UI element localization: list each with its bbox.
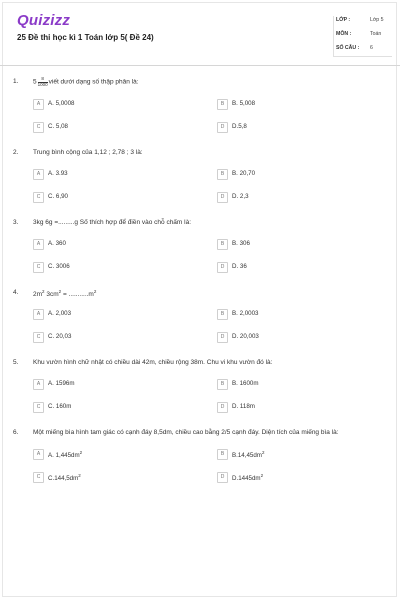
option-text: A. 3.93 (48, 170, 68, 177)
option-letter-box: D (217, 332, 228, 343)
option-letter-box: C (33, 402, 44, 413)
option-text: A. 360 (48, 240, 66, 247)
option-letter-box: D (217, 192, 228, 203)
option-text: B. 306 (232, 240, 250, 247)
superscript: 2 (79, 450, 83, 455)
option-text: A. 2,003 (48, 310, 72, 317)
option-text: B. 2,0003 (232, 310, 259, 317)
meta-key: SỐ CÂU : (336, 45, 360, 51)
option-text (48, 450, 82, 459)
meta-value: 6 (370, 45, 373, 51)
option-text (232, 450, 264, 459)
option-letter-box: A (33, 99, 44, 110)
option-text (232, 473, 263, 482)
superscript: 2 (261, 450, 265, 455)
option-letter-box: D (217, 472, 228, 483)
page-frame (2, 2, 397, 597)
option-letter-box: A (33, 379, 44, 390)
option-text-body: B.14,45dm (232, 452, 262, 460)
option-letter-box: C (33, 472, 44, 483)
superscript: 2 (42, 289, 45, 294)
option-text: A. 5,0008 (48, 100, 75, 107)
option-text: C. 5,08 (48, 123, 68, 130)
option-text-body: D.1445dm (232, 475, 261, 483)
option-letter-box: B (217, 99, 228, 110)
option-text: D. 36 (232, 263, 247, 270)
option-letter-box: B (217, 449, 228, 460)
superscript: 2 (93, 289, 97, 294)
question-text-part: = ...........m (61, 291, 94, 299)
meta-key: MÔN : (336, 31, 352, 37)
superscript: 2 (260, 473, 264, 478)
option-text: C. 160m (48, 403, 72, 410)
option-text: D. 118m (232, 403, 255, 410)
option-letter-box: C (33, 192, 44, 203)
option-text: B. 1600m (232, 380, 259, 387)
option-letter-box: A (33, 169, 44, 180)
option-text: D. 2,3 (232, 193, 249, 200)
question-number: 5. (13, 359, 19, 366)
question-text-part: 2m (33, 291, 43, 299)
question-text: Một miếng bìa hình tam giác có cạnh đáy 8,5dm, chiều cao bằng 2/5 cạnh đáy. Diện tích của miếng bìa là: (33, 429, 339, 436)
question-text (33, 77, 139, 87)
question-number: 3. (13, 219, 19, 226)
question-text-prefix: 5 (33, 78, 37, 86)
superscript: 2 (58, 289, 62, 294)
option-letter-box: B (217, 309, 228, 320)
superscript: 2 (78, 473, 81, 478)
header-divider (0, 65, 400, 66)
option-letter-box: D (217, 122, 228, 133)
meta-value: Lớp 5 (370, 17, 384, 23)
question-text-part: 3cm (44, 291, 59, 299)
option-text: D. 20,003 (232, 333, 259, 340)
option-text-body: C.144,5dm (48, 475, 79, 483)
fraction-denominator: 1000 (37, 81, 48, 87)
option-letter-box: C (33, 332, 44, 343)
option-text: A. 1596m (48, 380, 75, 387)
option-letter-box: A (33, 239, 44, 250)
option-letter-box: C (33, 122, 44, 133)
option-text (48, 473, 81, 482)
option-text: B. 20,70 (232, 170, 256, 177)
option-text: C. 6,90 (48, 193, 68, 200)
option-letter-box: B (217, 379, 228, 390)
fraction (38, 77, 48, 87)
option-letter-box: D (217, 402, 228, 413)
fraction-numerator: 8 (38, 77, 48, 83)
option-letter-box: A (33, 309, 44, 320)
meta-value: Toán (370, 31, 382, 37)
question-text: Trung bình cộng của 1,12 ; 2,78 ; 3 là: (33, 149, 143, 156)
option-text: B. 5,008 (232, 100, 256, 107)
question-number: 2. (13, 149, 19, 156)
quizizz-logo: Quizizz (17, 12, 71, 29)
question-text: Khu vườn hình chữ nhật có chiều dài 42m, chiều rộng 38m. Chu vi khu vườn đó là: (33, 359, 273, 366)
question-number: 4. (13, 289, 19, 296)
question-text: 3kg 6g =.........g Số thích hợp để điền vào chỗ chấm là: (33, 219, 192, 226)
question-text (33, 289, 96, 298)
question-number: 1. (13, 78, 19, 85)
option-text: D.5,8 (232, 123, 247, 130)
option-text: C. 3006 (48, 263, 70, 270)
option-text-body: A. 1,445dm (48, 452, 80, 460)
option-letter-box: B (217, 169, 228, 180)
option-letter-box: A (33, 449, 44, 460)
option-letter-box: D (217, 262, 228, 273)
option-letter-box: B (217, 239, 228, 250)
meta-box (333, 16, 392, 57)
question-number: 6. (13, 429, 19, 436)
meta-key: LỚP : (336, 17, 351, 23)
option-letter-box: C (33, 262, 44, 273)
question-text-body: viết dưới dạng số thập phân là: (48, 78, 139, 86)
page-title: 25 Đề thi học kì 1 Toán lớp 5( Đề 24) (17, 33, 154, 42)
option-text: C. 20,03 (48, 333, 72, 340)
